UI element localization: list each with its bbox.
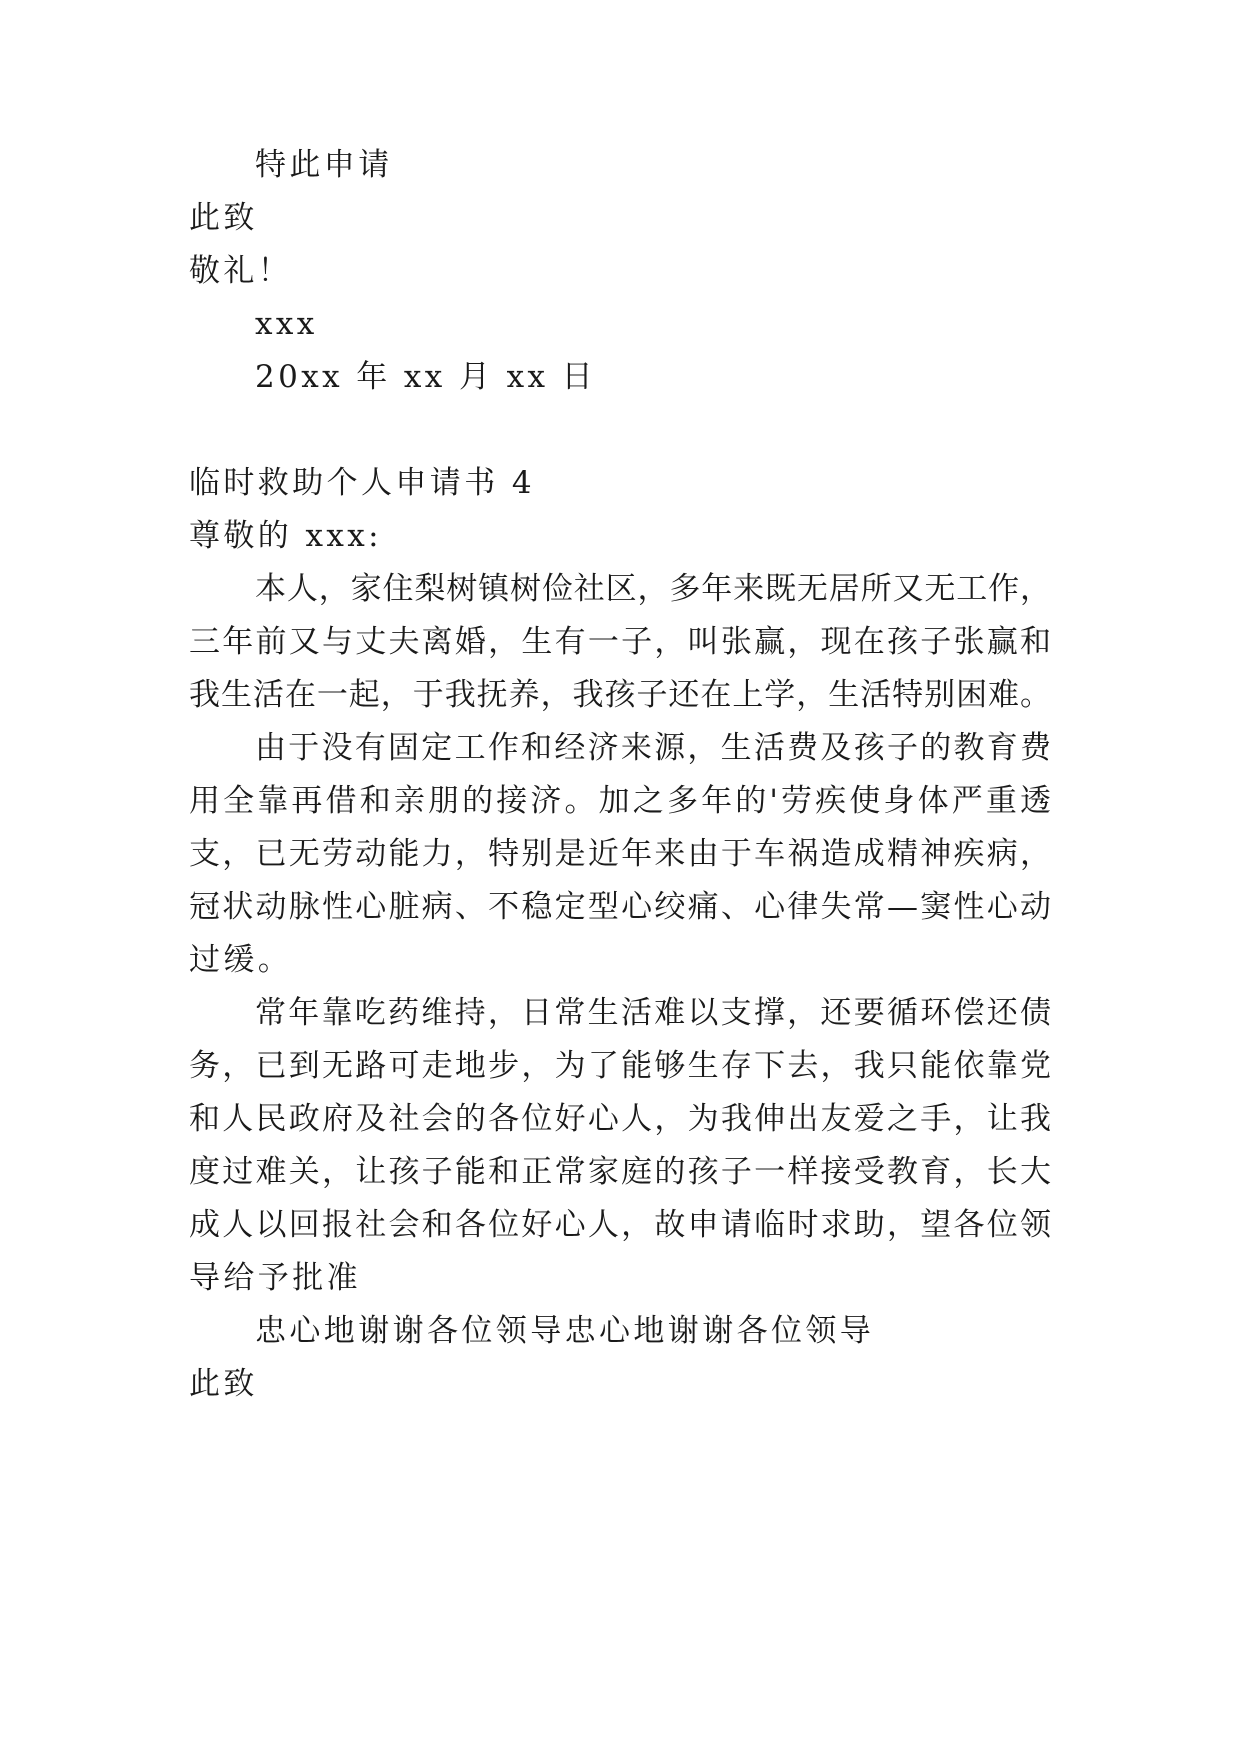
- paragraph-3-line-2: 务，已到无路可走地步，为了能够生存下去，我只能依靠党: [189, 1048, 1051, 1084]
- paragraph-3-line-5: 成人以回报社会和各位好心人，故申请临时求助，望各位领: [189, 1207, 1051, 1243]
- paragraph-2-line-5: 过缓。: [189, 942, 293, 978]
- paragraph-3-line-4: 度过难关，让孩子能和正常家庭的孩子一样接受教育，长大: [189, 1154, 1051, 1190]
- signature: xxx: [255, 306, 318, 342]
- paragraph-1-line-3: 我生活在一起，于我抚养，我孩子还在上学，生活特别困难。: [189, 677, 1051, 713]
- paragraph-3-line-3: 和人民政府及社会的各位好心人，为我伸出友爱之手，让我: [189, 1101, 1051, 1137]
- paragraph-2-line-4: 冠状动脉性心脏病、不稳定型心绞痛、心律失常—窦性心动: [189, 889, 1051, 925]
- paragraph-1-line-1: 本人，家住梨树镇树俭社区，多年来既无居所又无工作，: [255, 571, 1051, 607]
- paragraph-3-line-1: 常年靠吃药维持，日常生活难以支撑，还要循环偿还债: [255, 995, 1051, 1031]
- greeting: 尊敬的 xxx:: [189, 518, 382, 554]
- thanks-line: 忠心地谢谢各位领导忠心地谢谢各位领导: [255, 1313, 875, 1349]
- date: 20xx 年 xx 月 xx 日: [255, 359, 597, 395]
- paragraph-2-line-2: 用全靠再借和亲朋的接济。加之多年的'劳疾使身体严重透: [189, 783, 1051, 819]
- paragraph-1-line-2: 三年前又与丈夫离婚，生有一子，叫张赢，现在孩子张赢和: [189, 624, 1051, 660]
- closing-salutation-to: 此致: [189, 1366, 258, 1402]
- paragraph-3-line-6: 导给予批准: [189, 1260, 361, 1296]
- paragraph-2-line-3: 支，已无劳动能力，特别是近年来由于车祸造成精神疾病，: [189, 836, 1051, 872]
- salutation-to: 此致: [189, 200, 258, 236]
- salute: 敬礼！: [189, 253, 293, 289]
- paragraph-2-line-1: 由于没有固定工作和经济来源，生活费及孩子的教育费: [255, 730, 1051, 766]
- request-line: 特此申请: [255, 147, 393, 183]
- letter-title: 临时救助个人申请书 4: [189, 465, 535, 501]
